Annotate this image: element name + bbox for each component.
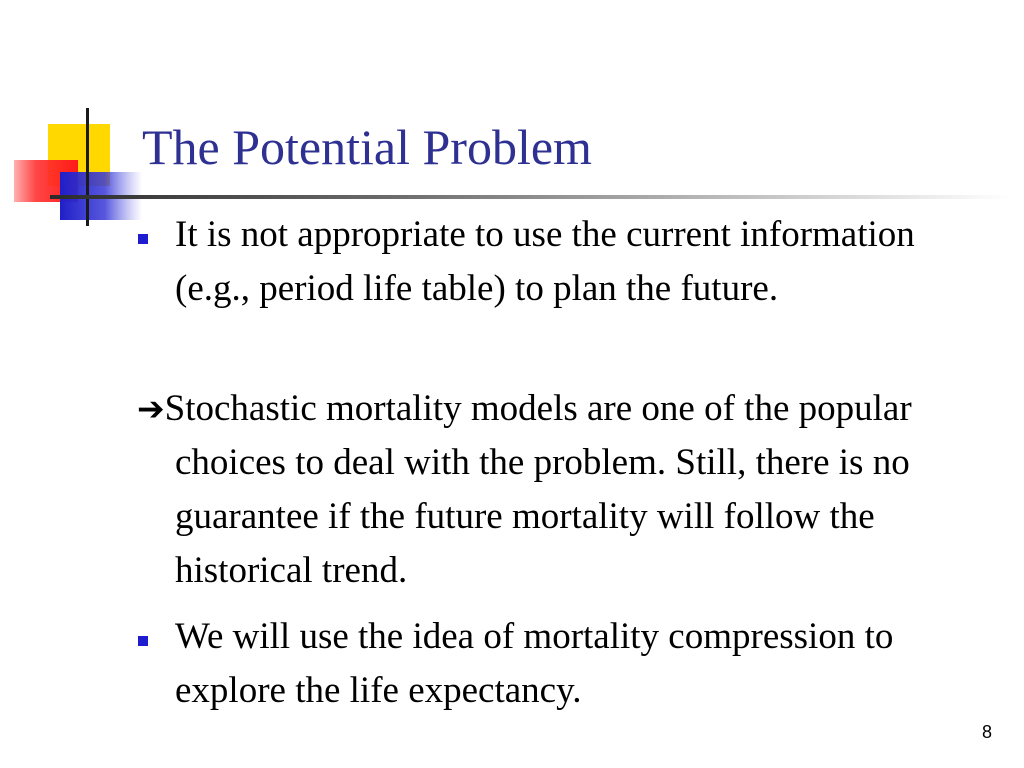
- slide-title: The Potential Problem: [142, 119, 592, 175]
- bullet-square-icon: [138, 636, 148, 646]
- bullet-text: We will use the idea of mortality compression to explore the life expectancy.: [175, 616, 894, 711]
- arrow-bullet-item: [137, 382, 975, 598]
- right-arrow-icon: ➔: [137, 389, 165, 428]
- bullet-text: It is not appropriate to use the current information (e.g., period life table) to plan the future.: [175, 214, 915, 309]
- deco-vertical-line: [86, 108, 89, 226]
- slide-number: 8: [981, 722, 992, 742]
- title-underline: [50, 195, 1010, 199]
- arrow-bullet-text: Stochastic mortality models are one of the popular choices to deal with the problem. Still, there is no guarantee if the future mortality will follow the historical trend.: [164, 388, 912, 591]
- bullet-square-icon: [138, 234, 148, 244]
